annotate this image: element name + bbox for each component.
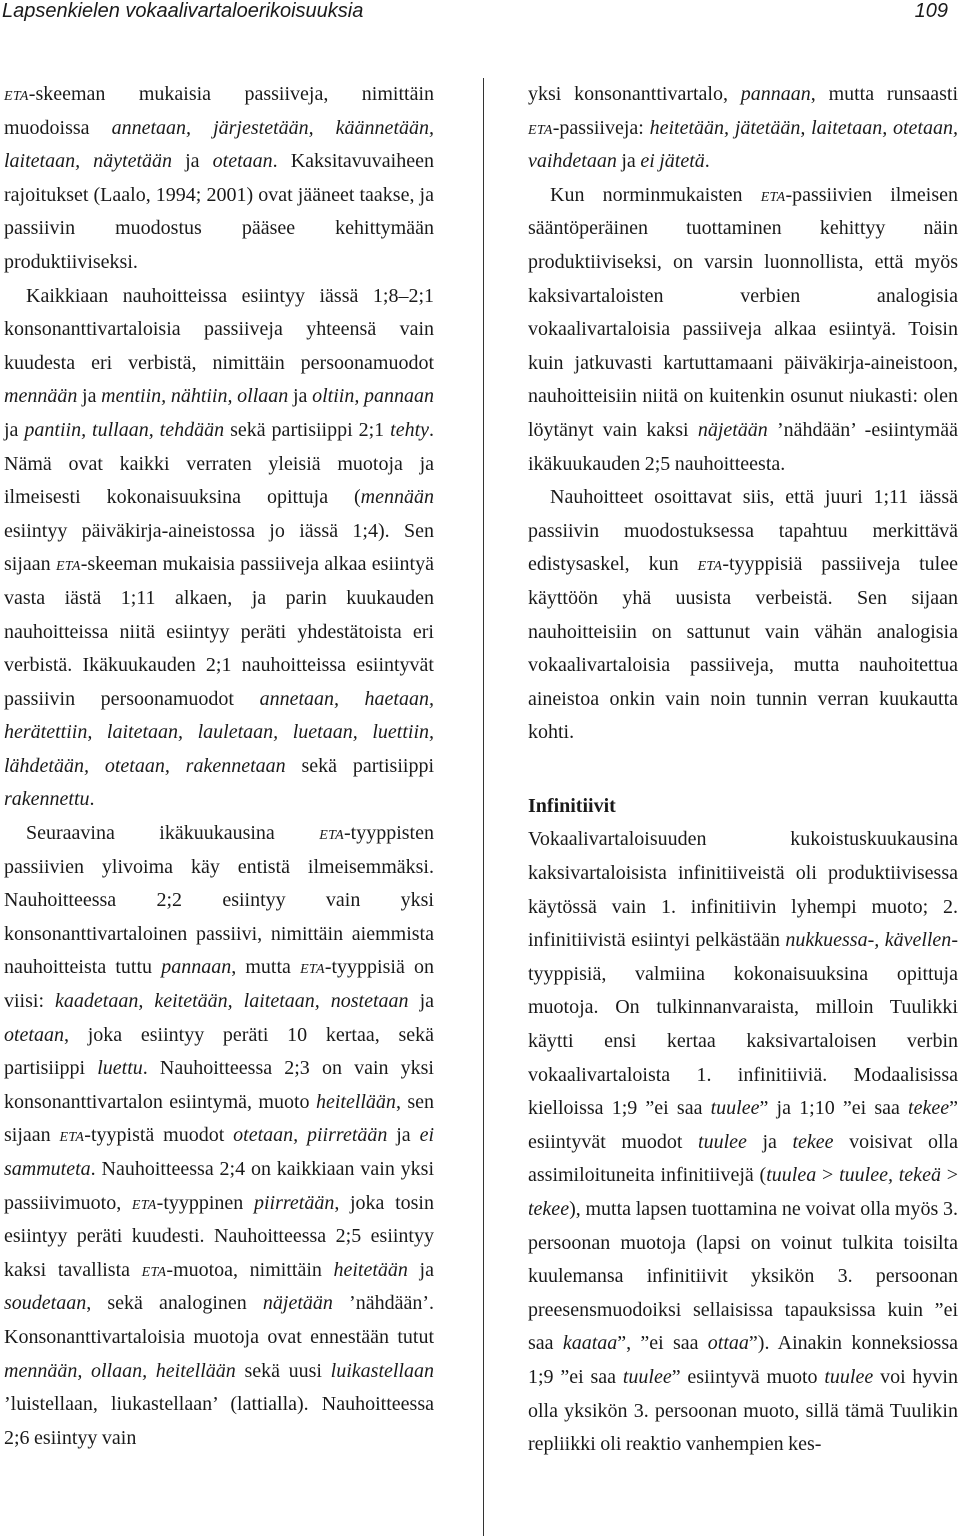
paragraph: Seuraavina ikäkuukausina eta-tyyppisten passiivien ylivoima käy entistä ilmeisemmäksi. Nauhoitteessa 2;2 esiintyy vain yksi konsonanttivartaloinen passiivi, nimittäin aiemmista nauhoitteista tuttu pannaan, mutta eta-tyyppisiä on viisi: kaadetaan, keitetään, laitetaan, nostetaan ja otetaan, joka esiintyy peräti 10 kertaa, sekä partisiippi luettu. Nauhoitteessa 2;3 on vain yksi konsonanttivartalon esiintymä, muoto heitellään, sen sijaan eta-tyypistä muodot otetaan, piirretään ja ei sammuteta. Nauhoitteessa 2;4 on kaikkiaan vain yksi passiivimuoto, eta-tyyppinen piirretään, joka tosin esiintyy peräti kuudesti. Nauhoitteessa 2;5 esiintyy kaksi tavallista eta-muotoa, nimittäin heitetään ja soudetaan, sekä analoginen näjetään ’nähdään’. Konsonanttivartaloisia muotoja ovat ennestään tutut mennään, ollaan, heitellään sekä uusi luikastellaan ’luistellaan, liukastellaan’ (lattialla). Nauhoitteessa 2;6 esiintyy vain [4, 822, 435, 1449]
paragraph: Vokaalivartaloisuuden kukoistuskuukausina kaksivartaloisista infinitiiveistä oli produktiivisessa käytössä vain 1. infinitiivin lyhempi muoto; 2. infinitiivistä esiintyi pelkästään nukkuessa-, kävellen-tyyppisiä, valmiina kokonaisuuksina opittuja muotoja. On tulkinnanvaraista, milloin Tuulikki käytti ensi kertaa kaksivartaloisen verbin vokaalivartaloista 1. infinitiiviä. Modaalisissa kielloissa 1;9 ”ei saa tuulee” ja 1;10 ”ei saa tekee” esiintyvät muodot tuulee ja tekee voisivat olla assimiloituneita infinitiivejä (tuulea > tuulee, tekeä > tekee), mutta lapsen tuottamina ne voivat olla myös 3. persoonan muotoja (lapsi on voinut tulkita toisilta kuulemansa infinitiivit yksikön 3. persoonan preesensmuodoiksi sellaisissa tapauksissa kuin ”ei saa kaataa”, ”ei saa ottaa”). Ainakin konneksiossa 1;9 ”ei saa tuulee” esiintyvä muoto tuulee voi hyvin olla yksikön 3. persoonan muoto, sillä tämä Tuulikin repliikki oli reaktio vanhempien kes- [528, 828, 959, 1456]
page-number: 109 [914, 0, 948, 22]
paragraph: Kaikkiaan nauhoitteissa esiintyy iässä 1;8–2;1 konsonanttivartaloisia passiiveja yhteensä vain kuudesta eri verbistä, nimittäin persoonamuodot mennään ja mentiin, nähtiin, ollaan ja oltiin, pannaan ja pantiin, tullaan, tehdään sekä partisiippi 2;1 tehty. Nämä ovat kaikki verraten yleisiä muotoja ja ilmeisesti kokonaisuuksina opittuja (mennään esiintyy päiväkirja-aineistossa jo iässä 1;4). Sen sijaan eta-skeeman mukaisia passiiveja alkaa esiintyä vasta iästä 1;11 alkaen, ja parin kuukauden nauhoitteissa niitä esiintyy peräti yhdestätoista eri verbistä. Ikäkuukauden 2;1 nauhoitteissa esiintyvät passiivin persoonamuodot annetaan, haetaan, herätettiin, laitetaan, lauletaan, luetaan, luettiin, lähdetään, otetaan, rakennetaan sekä partisiippi rakennettu. [4, 284, 435, 811]
column-divider [483, 78, 484, 1536]
paragraph: eta-skeeman mukaisia passiiveja, nimittäin muodoissa annetaan, järjestetään, käännetään, laitetaan, näytetään ja otetaan. Kaksitavuvaiheen rajoitukset (Laalo, 1994; 2001) ovat jääneet taakse, ja passiivin muodostus pääsee kehittymään produktiiviseksi. [4, 83, 434, 273]
left-column [4, 78, 434, 1455]
paragraph: yksi konsonanttivartalo, pannaan, mutta runsaasti eta-passiiveja: heitetään, jätetään, laitetaan, otetaan, vaihdetaan ja ei jätetä. [528, 83, 958, 173]
running-header [0, 0, 960, 28]
running-title: Lapsenkielen vokaalivartaloerikoisuuksia [2, 0, 364, 22]
right-column [528, 78, 958, 1462]
paragraph: Nauhoitteet osoittavat siis, että juuri 1;11 iässä passiivin muodostuksessa tapahtuu merkittävä edistysaskel, kun eta-tyyppisiä passiiveja tulee käyttöön yhä uusista verbeistä. Sen sijaan nauhoitteisiin on sattunut vain vähän analogisia vokaalivartaloisia passiiveja, mutta nauhoitettua aineistoa onkin vain noin tunnin verran kuukautta kohti. [528, 486, 958, 744]
paragraph: Kun norminmukaisten eta-passiivien ilmeisen sääntöperäinen tuottaminen kehittyy näin produktiiviseksi, on varsin luonnollista, että myös kaksivartaloisten verbien analogisia vokaalivartaloisia passiiveja alkaa esiintyä. Toisin kuin jatkuvasti kartuttamaani päiväkirja-aineistoon, nauhoitteisiin niitä on kuitenkin osunut niukasti: olen löytänyt vain kaksi näjetään ’nähdään’ -esiintymää ikäkuukauden 2;5 nauhoitteesta. [528, 183, 958, 475]
section-heading: Infinitiivit [528, 794, 616, 817]
